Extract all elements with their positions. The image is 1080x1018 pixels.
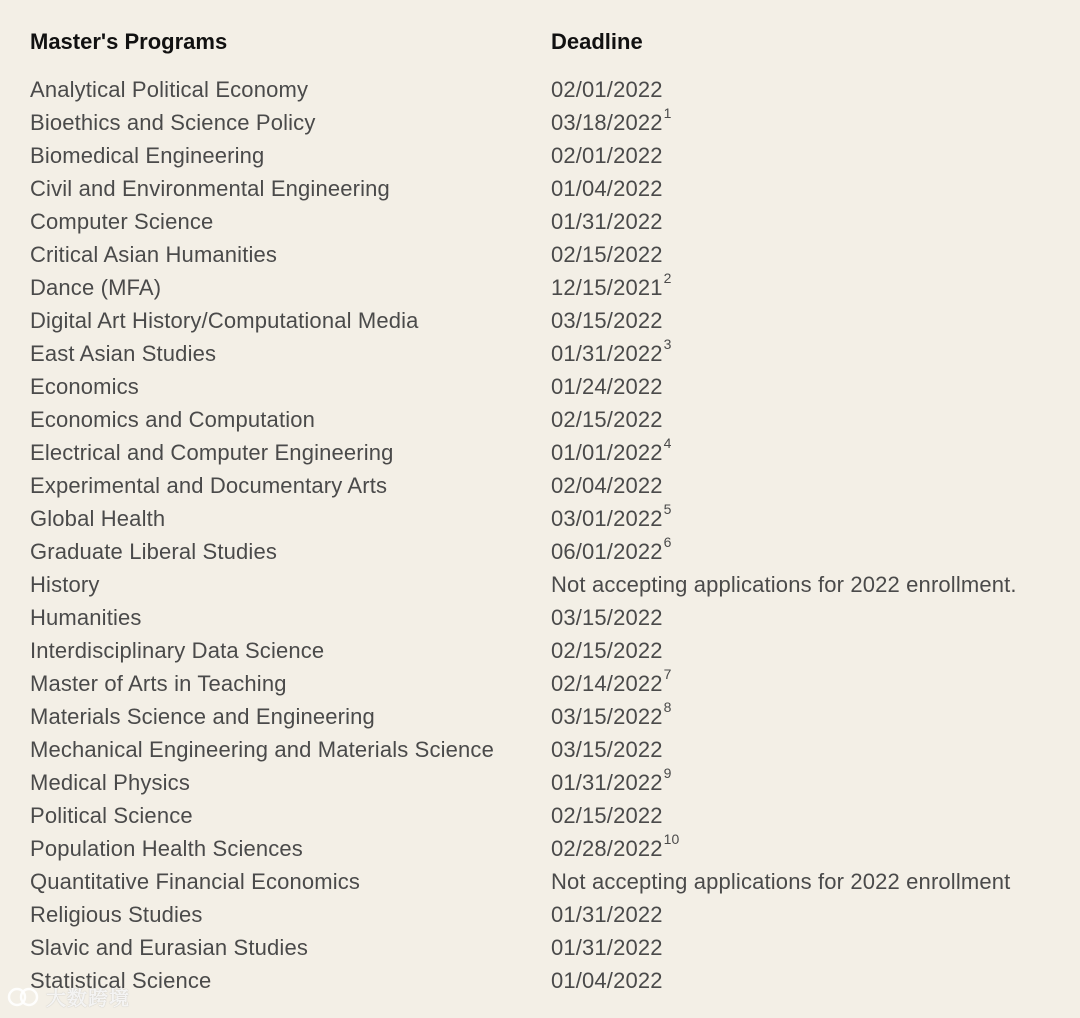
watermark <box>6 982 130 1011</box>
deadline-cell <box>551 336 1070 367</box>
table-row <box>30 700 1070 733</box>
program-name: Experimental and Documentary Arts <box>30 472 388 498</box>
footnote-marker: 2 <box>663 270 672 287</box>
deadline-column-header: Deadline <box>551 29 643 54</box>
program-name: Slavic and Eurasian Studies <box>30 934 308 960</box>
deadline-value: 03/15/2022 <box>551 736 663 762</box>
program-name: Materials Science and Engineering <box>30 703 375 729</box>
program-name: Civil and Environmental Engineering <box>30 175 390 201</box>
program-name: Electrical and Computer Engineering <box>30 439 394 465</box>
table-row <box>30 403 1070 436</box>
deadline-value: 03/01/2022 <box>551 505 663 531</box>
table-row <box>30 304 1070 337</box>
deadline-cell <box>551 737 1070 763</box>
table-row <box>30 799 1070 832</box>
deadline-value: 01/24/2022 <box>551 373 663 399</box>
deadline-cell <box>551 473 1070 499</box>
deadline-value: 02/28/2022 <box>551 835 663 861</box>
program-name: Master of Arts in Teaching <box>30 670 287 696</box>
table-row <box>30 238 1070 271</box>
table-row <box>30 601 1070 634</box>
table-body <box>30 73 1070 997</box>
table-row <box>30 106 1070 139</box>
deadline-cell <box>551 638 1070 664</box>
deadline-cell <box>551 501 1070 532</box>
deadline-value: 01/04/2022 <box>551 967 663 993</box>
program-name: Mechanical Engineering and Materials Science <box>30 736 494 762</box>
program-name: Bioethics and Science Policy <box>30 109 316 135</box>
deadline-value: 02/15/2022 <box>551 637 663 663</box>
table-row <box>30 337 1070 370</box>
deadline-cell <box>551 902 1070 928</box>
deadline-cell <box>551 869 1070 895</box>
program-name: Analytical Political Economy <box>30 76 309 102</box>
program-name: Political Science <box>30 802 193 828</box>
footnote-marker: 10 <box>663 831 680 848</box>
table-row <box>30 568 1070 601</box>
deadline-value: 12/15/2021 <box>551 274 663 300</box>
table-row <box>30 73 1070 106</box>
deadline-cell <box>551 935 1070 961</box>
deadline-value: 01/01/2022 <box>551 439 663 465</box>
program-name: Dance (MFA) <box>30 274 162 300</box>
deadline-value: 01/31/2022 <box>551 934 663 960</box>
program-name: Graduate Liberal Studies <box>30 538 277 564</box>
programs-column-header: Master's Programs <box>30 29 228 54</box>
watermark-text: 大数跨境 <box>46 986 130 1010</box>
deadline-value: 02/04/2022 <box>551 472 663 498</box>
table-row <box>30 172 1070 205</box>
program-name: Quantitative Financial Economics <box>30 868 361 894</box>
program-name: Biomedical Engineering <box>30 142 265 168</box>
table-row <box>30 865 1070 898</box>
table-row <box>30 898 1070 931</box>
deadline-cell <box>551 699 1070 730</box>
footnote-marker: 6 <box>663 534 672 551</box>
deadline-cell <box>551 803 1070 829</box>
deadline-value: 03/15/2022 <box>551 604 663 630</box>
footnote-marker: 4 <box>663 435 672 452</box>
table-row <box>30 370 1070 403</box>
program-name: Digital Art History/Computational Media <box>30 307 419 333</box>
footnote-marker: 3 <box>663 336 672 353</box>
deadline-cell <box>551 572 1070 598</box>
footnote-marker: 1 <box>663 105 672 122</box>
deadline-value: 01/31/2022 <box>551 340 663 366</box>
deadline-value: 02/15/2022 <box>551 241 663 267</box>
table-row <box>30 634 1070 667</box>
deadline-cell <box>551 308 1070 334</box>
program-name: Interdisciplinary Data Science <box>30 637 325 663</box>
footnote-marker: 8 <box>663 699 672 716</box>
deadline-cell <box>551 968 1070 994</box>
deadline-value: 01/31/2022 <box>551 769 663 795</box>
table-row <box>30 667 1070 700</box>
deadline-value: 02/15/2022 <box>551 802 663 828</box>
deadline-value: 02/01/2022 <box>551 76 663 102</box>
table-row <box>30 502 1070 535</box>
deadline-cell <box>551 765 1070 796</box>
deadlines-table <box>30 28 1070 997</box>
deadline-value: 01/04/2022 <box>551 175 663 201</box>
program-name: Economics and Computation <box>30 406 316 432</box>
program-name: Critical Asian Humanities <box>30 241 278 267</box>
deadline-cell <box>551 605 1070 631</box>
deadline-value: 03/15/2022 <box>551 703 663 729</box>
table-row <box>30 733 1070 766</box>
deadline-value: Not accepting applications for 2022 enrollment <box>551 868 1011 894</box>
table-row <box>30 271 1070 304</box>
program-name: Global Health <box>30 505 166 531</box>
table-row <box>30 436 1070 469</box>
program-name: Humanities <box>30 604 142 630</box>
program-name: Population Health Sciences <box>30 835 303 861</box>
deadline-cell <box>551 209 1070 235</box>
deadline-cell <box>551 176 1070 202</box>
table-header <box>30 28 1070 56</box>
program-name: History <box>30 571 100 597</box>
program-name: Religious Studies <box>30 901 203 927</box>
deadline-value: Not accepting applications for 2022 enrollment. <box>551 571 1017 597</box>
deadline-value: 06/01/2022 <box>551 538 663 564</box>
deadline-value: 01/31/2022 <box>551 901 663 927</box>
program-name: Computer Science <box>30 208 214 234</box>
footnote-marker: 9 <box>663 765 672 782</box>
table-row <box>30 766 1070 799</box>
deadline-cell <box>551 105 1070 136</box>
deadline-cell <box>551 270 1070 301</box>
deadline-cell <box>551 77 1070 103</box>
program-name: Medical Physics <box>30 769 190 795</box>
footnote-marker: 5 <box>663 501 672 518</box>
deadline-cell <box>551 242 1070 268</box>
table-row <box>30 469 1070 502</box>
deadline-cell <box>551 374 1070 400</box>
program-name: East Asian Studies <box>30 340 217 366</box>
program-name: Economics <box>30 373 139 399</box>
watermark-logo-icon <box>6 985 42 1009</box>
deadline-cell <box>551 143 1070 169</box>
deadline-value: 02/01/2022 <box>551 142 663 168</box>
table-row <box>30 535 1070 568</box>
deadline-value: 03/15/2022 <box>551 307 663 333</box>
table-row <box>30 205 1070 238</box>
deadline-value: 03/18/2022 <box>551 109 663 135</box>
deadline-cell <box>551 407 1070 433</box>
program-name: Statistical Science <box>30 967 212 993</box>
deadline-cell <box>551 534 1070 565</box>
deadline-value: 01/31/2022 <box>551 208 663 234</box>
deadline-value: 02/14/2022 <box>551 670 663 696</box>
deadline-value: 02/15/2022 <box>551 406 663 432</box>
table-row <box>30 931 1070 964</box>
table-row <box>30 139 1070 172</box>
deadline-cell <box>551 435 1070 466</box>
footnote-marker: 7 <box>663 666 672 683</box>
deadline-cell <box>551 666 1070 697</box>
table-row <box>30 964 1070 997</box>
deadline-cell <box>551 831 1070 862</box>
table-row <box>30 832 1070 865</box>
